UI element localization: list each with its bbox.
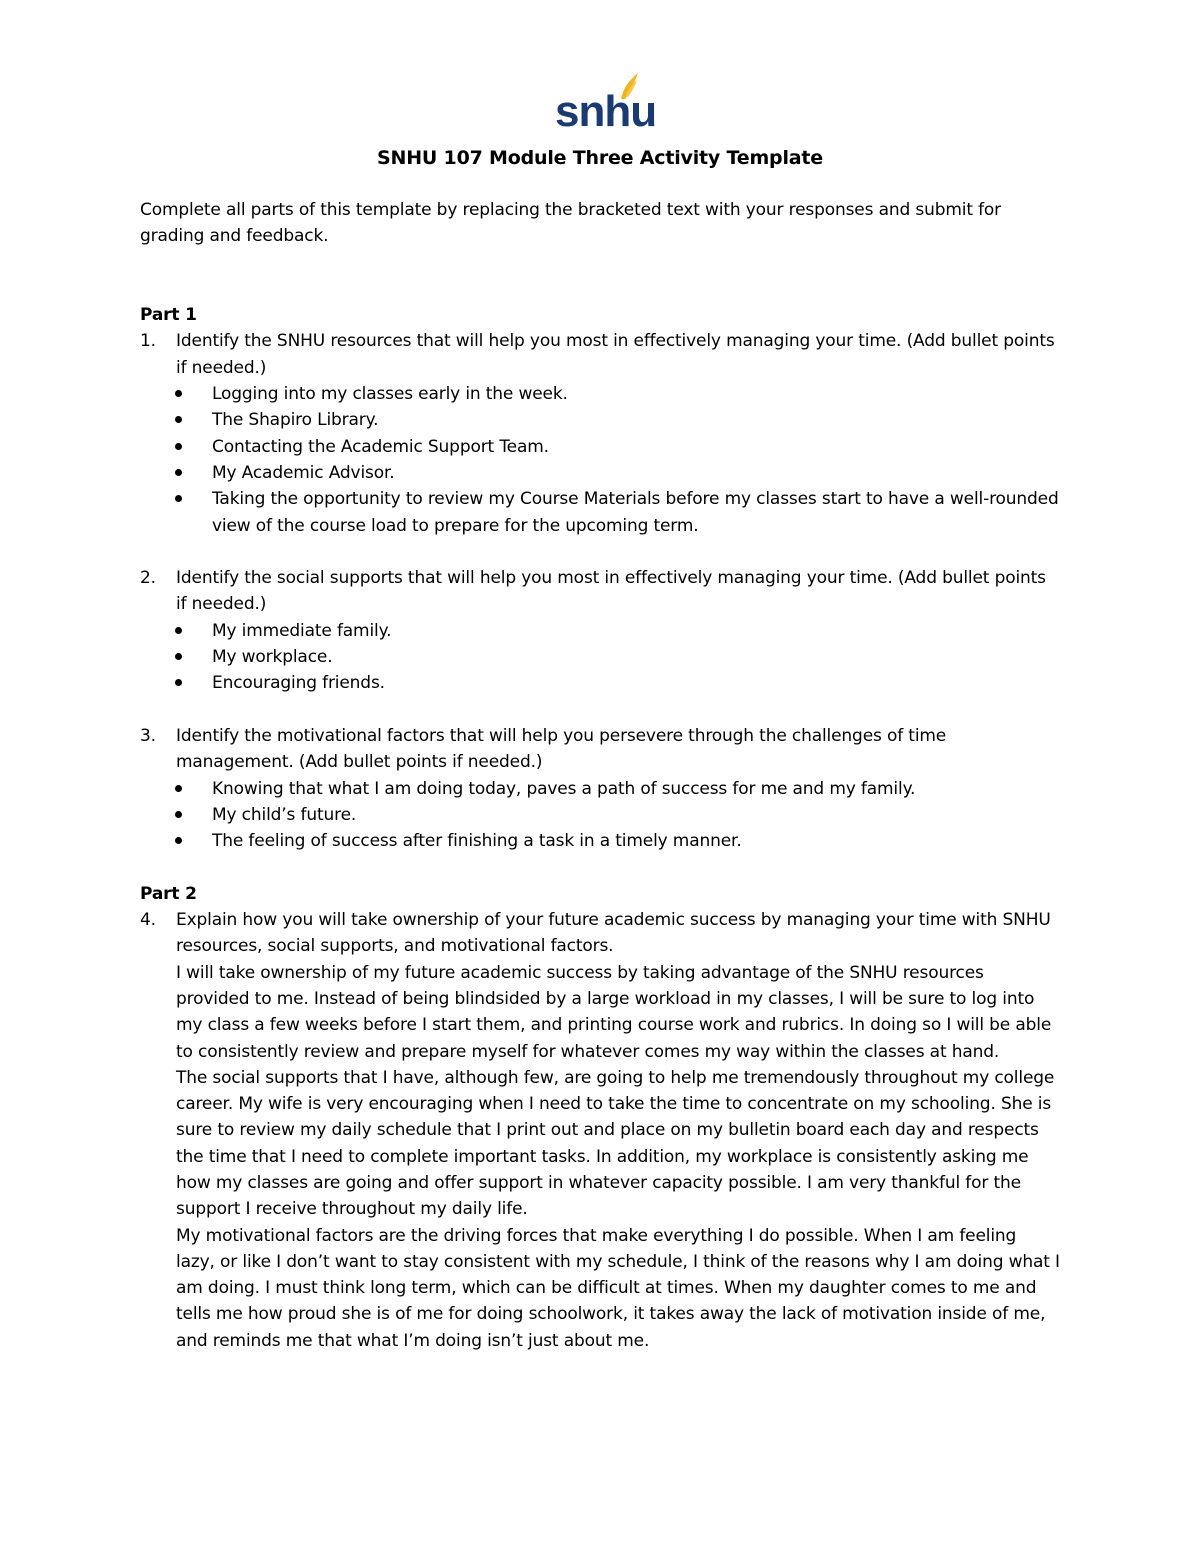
question-2 — [140, 565, 1060, 618]
logo-wordmark: snhu — [555, 87, 657, 136]
question-3 — [140, 723, 1060, 776]
answer-paragraph: The social supports that I have, although few, are going to help me tremendously throughout my college career. My wife is very encouraging when I need to take the time to concentrate on my schooling. She is sure to review my daily schedule that I print out and place on my bulletin board each day and respects the time that I need to complete important tasks. In addition, my workplace is consistently asking me how my classes are going and offer support in whatever capacity possible. I am very thankful for the support I receive throughout my daily life. — [176, 1067, 1055, 1220]
bullet-icon — [175, 785, 182, 792]
bullet-icon — [175, 653, 182, 660]
list-item: My immediate family. — [212, 618, 1060, 644]
bullet-icon — [175, 390, 182, 397]
question-prompt: Identify the motivational factors that will help you persevere through the challenges of time management. (Add bullet points if needed.) — [176, 725, 947, 773]
question-number: 3. — [140, 725, 156, 746]
list-item: My child’s future. — [212, 802, 1060, 828]
bullet-icon — [175, 495, 182, 502]
bullet-icon — [175, 679, 182, 686]
bullet-list — [140, 618, 1060, 697]
bullet-icon — [175, 837, 182, 844]
list-item: Contacting the Academic Support Team. — [212, 434, 1060, 460]
bullet-icon — [175, 469, 182, 476]
bullet-icon — [175, 627, 182, 634]
question-1 — [140, 328, 1060, 381]
bullet-list — [140, 776, 1060, 855]
list-item: My workplace. — [212, 644, 1060, 670]
answer-paragraph: I will take ownership of my future academic success by taking advantage of the SNHU resources provided to me. Instead of being blindsided by a large workload in my classes, I will be sure to log into my class a few weeks before I start them, and printing course work and rubrics. In doing so I will be able to consistently review and prepare myself for whatever comes my way within the classes at hand. — [176, 962, 1052, 1062]
list-item: My Academic Advisor. — [212, 460, 1060, 486]
question-prompt: Explain how you will take ownership of your future academic success by managing your time with SNHU resources, social supports, and motivational factors. — [176, 910, 1051, 957]
question-number: 4. — [140, 910, 156, 931]
document-body — [140, 197, 1060, 1354]
part-1-heading: Part 1 — [140, 305, 197, 326]
bullet-icon — [175, 443, 182, 450]
list-item: The feeling of success after finishing a task in a timely manner. — [212, 828, 1060, 854]
answer-paragraph: My motivational factors are the driving forces that make everything I do possible. When I am feeling lazy, or like I don’t want to stay consistent with my schedule, I think of the reasons why I am doing what I am doing. I must think long term, which can be difficult at times. When my daughter comes to me and tells me how proud she is of me for doing schoolwork, it takes away the lack of motivation inside of me, and reminds me that what I’m doing isn’t just about me. — [176, 1225, 1060, 1351]
list-item: Logging into my classes early in the week. — [212, 381, 1060, 407]
list-item: The Shapiro Library. — [212, 407, 1060, 433]
list-item: Taking the opportunity to review my Course Materials before my classes start to have a well-rounded view of the course load to prepare for the upcoming term. — [212, 486, 1060, 539]
list-item: Encouraging friends. — [212, 670, 1060, 696]
question-4 — [140, 907, 1060, 960]
intro-text: Complete all parts of this template by replacing the bracketed text with your responses and submit for grading and feedback. — [140, 200, 1002, 247]
bullet-icon — [175, 811, 182, 818]
page-title: SNHU 107 Module Three Activity Template — [377, 147, 823, 169]
bullet-icon — [175, 416, 182, 423]
question-prompt: Identify the social supports that will help you most in effectively managing your time. (Add bullet points if needed.) — [176, 568, 1046, 615]
question-prompt: Identify the SNHU resources that will help you most in effectively managing your time. (Add bullet points if needed.) — [176, 331, 1055, 378]
part-2-heading: Part 2 — [140, 883, 197, 904]
bullet-list — [140, 381, 1060, 539]
list-item: Knowing that what I am doing today, paves a path of success for me and my family. — [212, 776, 1060, 802]
snhu-logo — [555, 72, 657, 136]
question-number: 1. — [140, 331, 156, 352]
question-number: 2. — [140, 568, 156, 589]
